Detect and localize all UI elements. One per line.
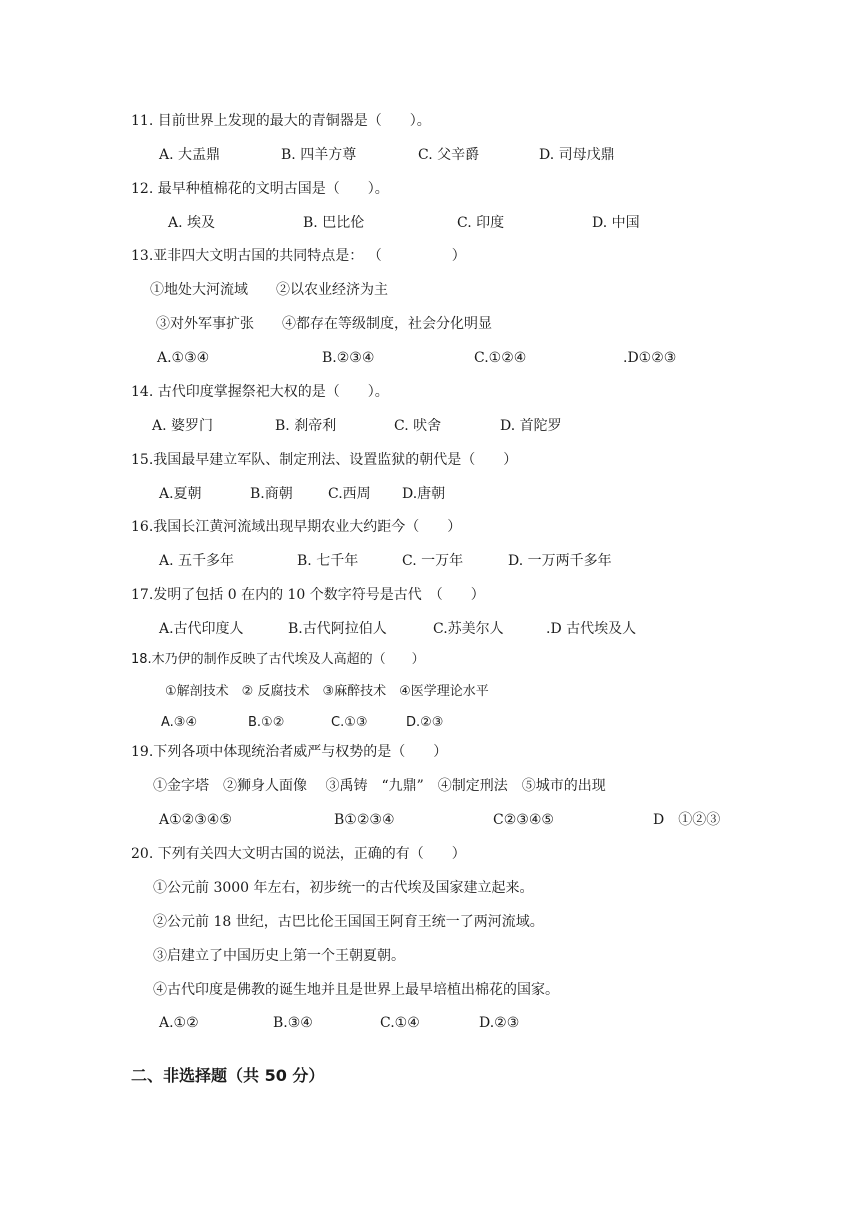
option-c: C.①③ <box>331 715 368 730</box>
option-c: C. 父辛爵 <box>418 147 480 163</box>
option-c: C②③④⑤ <box>493 812 554 828</box>
option-d: D. 司母戊鼎 <box>539 147 615 163</box>
option-a: A.古代印度人 <box>159 621 244 637</box>
option-c: C. 一万年 <box>402 553 464 569</box>
option-a: A①②③④⑤ <box>159 812 232 828</box>
question-stem: 15.我国最早建立军队、制定刑法、设置监狱的朝代是（ ） <box>131 452 518 468</box>
option-b: B.商朝 <box>250 486 293 502</box>
statement-item: ④古代印度是佛教的诞生地并且是世界上最早培植出棉花的国家。 <box>153 982 559 998</box>
statement-item: ①地处大河流域 ②以农业经济为主 <box>150 282 388 298</box>
option-d: D ①②③ <box>653 812 721 828</box>
option-b: B.①② <box>248 715 285 730</box>
option-c: C. 印度 <box>457 215 505 231</box>
option-b: B.③④ <box>273 1015 313 1031</box>
statement-item: ①解剖技术 ② 反腐技术 ③麻醉技术 ④医学理论水平 <box>165 684 489 699</box>
option-d: .D 古代埃及人 <box>546 621 637 637</box>
option-c: C.西周 <box>328 486 371 502</box>
question-stem: 11. 目前世界上发现的最大的青铜器是（ ）。 <box>131 113 431 129</box>
option-a: A.夏朝 <box>159 486 202 502</box>
option-a: A. 埃及 <box>168 215 216 231</box>
option-c: C. 吠舍 <box>394 418 442 434</box>
option-d: D. 中国 <box>592 215 640 231</box>
option-a: A.①② <box>159 1015 199 1031</box>
question-stem: 16.我国长江黄河流域出现早期农业大约距今（ ） <box>131 519 462 535</box>
option-b: B①②③④ <box>334 812 395 828</box>
option-c: C.①②④ <box>474 350 527 366</box>
option-d: D. 首陀罗 <box>500 418 562 434</box>
statement-item: ①金字塔 ②狮身人面像 ③禹铸 “九鼎” ④制定刑法 ⑤城市的出现 <box>153 778 606 794</box>
question-stem: 13.亚非四大文明古国的共同特点是： （ ） <box>131 248 466 264</box>
option-c: C.①④ <box>380 1015 420 1031</box>
option-b: B.古代阿拉伯人 <box>288 621 387 637</box>
question-stem: 12. 最早种植棉花的文明古国是（ ）。 <box>131 181 389 197</box>
option-d: .D①②③ <box>623 350 677 366</box>
question-stem: 18.木乃伊的制作反映了古代埃及人高超的（ ） <box>131 652 425 667</box>
statement-item: ①公元前 3000 年左右，初步统一的古代埃及国家建立起来。 <box>153 880 534 896</box>
question-stem: 17.发明了包括 0 在内的 10 个数字符号是古代 （ ） <box>131 587 485 603</box>
option-a: A.①③④ <box>157 350 210 366</box>
question-stem: 14. 古代印度掌握祭祀大权的是（ ）。 <box>131 384 389 400</box>
question-stem: 20. 下列有关四大文明古国的说法，正确的有（ ） <box>131 846 466 862</box>
option-c: C.苏美尔人 <box>433 621 504 637</box>
option-a: A.③④ <box>161 715 198 730</box>
statement-item: ③对外军事扩张 ④都存在等级制度，社会分化明显 <box>156 316 492 332</box>
option-a: A. 五千多年 <box>159 553 235 569</box>
option-d: D.②③ <box>406 715 444 730</box>
question-stem: 19.下列各项中体现统治者威严与权势的是（ ） <box>131 744 448 760</box>
option-b: B. 巴比伦 <box>303 215 365 231</box>
statement-item: ②公元前 18 世纪，古巴比伦王国国王阿育王统一了两河流域。 <box>153 914 544 930</box>
option-d: D. 一万两千多年 <box>508 553 612 569</box>
option-a: A. 婆罗门 <box>152 418 214 434</box>
section-title: 二、非选择题（共 50 分） <box>131 1066 325 1085</box>
statement-item: ③启建立了中国历史上第一个王朝夏朝。 <box>153 948 405 964</box>
option-a: A. 大盂鼎 <box>159 147 221 163</box>
option-b: B. 七千年 <box>297 553 359 569</box>
option-d: D.②③ <box>479 1015 520 1031</box>
option-b: B. 刹帝利 <box>275 418 337 434</box>
option-b: B. 四羊方尊 <box>281 147 357 163</box>
option-d: D.唐朝 <box>402 486 446 502</box>
option-b: B.②③④ <box>322 350 375 366</box>
